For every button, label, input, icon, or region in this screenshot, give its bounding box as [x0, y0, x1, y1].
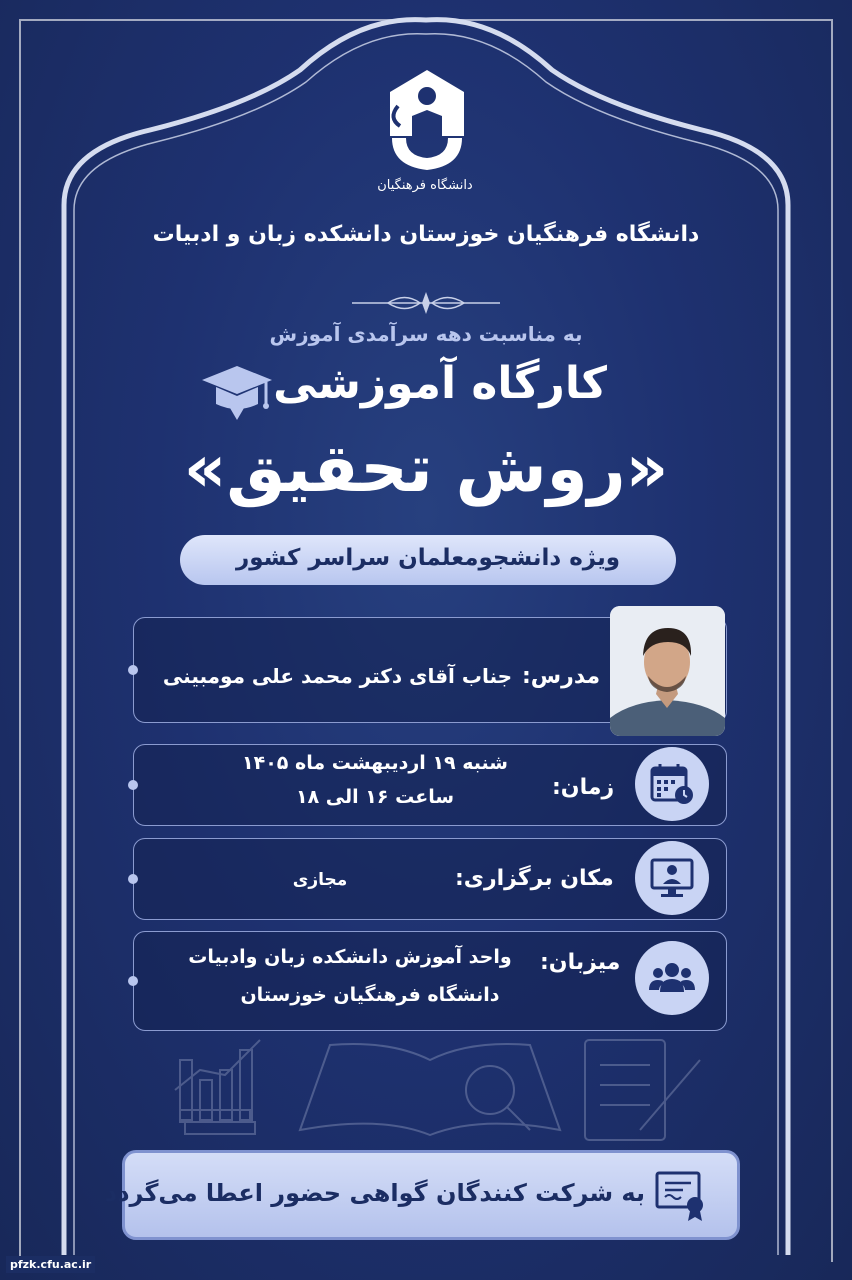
instructor-photo	[610, 606, 725, 736]
university-name: دانشگاه فرهنگیان خوزستان دانشکده زبان و ادبیات	[152, 222, 700, 247]
decorative-illustrations	[175, 1040, 700, 1140]
monitor-user-icon	[649, 856, 695, 900]
users-group-icon	[648, 958, 696, 998]
host-label: میزبان:	[540, 950, 621, 975]
instructor-name: جناب آقای دکتر محمد علی مومبینی	[162, 664, 513, 688]
certificate-box	[104, 1150, 740, 1240]
workshop-title: «روش تحقیق»	[183, 430, 669, 507]
site-watermark: pfzk.cfu.ac.ir	[6, 1256, 95, 1273]
venue-value: مجازی	[292, 870, 348, 890]
host-line1: واحد آموزش دانشکده زبان وادبیات	[188, 946, 512, 968]
time-hours: ساعت ۱۶ الی ۱۸	[295, 786, 455, 808]
bullet-dot	[128, 976, 138, 986]
time-date: شنبه ۱۹ اردیبهشت ماه ۱۴۰۵	[242, 752, 508, 774]
workshop-label: کارگاه آموزشی	[273, 358, 607, 409]
audience-text: ویژه دانشجومعلمان سراسر کشور	[235, 545, 621, 571]
ornament-divider	[352, 292, 500, 314]
bullet-dot	[128, 874, 138, 884]
bullet-dot	[128, 780, 138, 790]
certificate-icon	[653, 1167, 709, 1223]
university-logo	[384, 66, 470, 176]
venue-label: مکان برگزاری:	[455, 866, 614, 891]
monitor-icon-circle	[635, 841, 709, 915]
users-icon-circle	[635, 941, 709, 1015]
logo-caption: دانشگاه فرهنگیان	[377, 178, 473, 193]
graduation-cap-icon	[200, 360, 274, 422]
audience-badge	[180, 535, 676, 585]
calendar-icon-circle	[635, 747, 709, 821]
certificate-text: به شرکت کنندگان گواهی حضور اعطا می‌گردد	[104, 1179, 645, 1207]
calendar-icon	[649, 762, 695, 806]
time-label: زمان:	[552, 775, 615, 800]
instructor-label: مدرس:	[522, 664, 601, 689]
occasion-text: به مناسبت دهه سرآمدی آموزش	[269, 322, 583, 346]
bullet-dot	[128, 665, 138, 675]
host-line2: دانشگاه فرهنگیان خوزستان	[240, 984, 500, 1006]
